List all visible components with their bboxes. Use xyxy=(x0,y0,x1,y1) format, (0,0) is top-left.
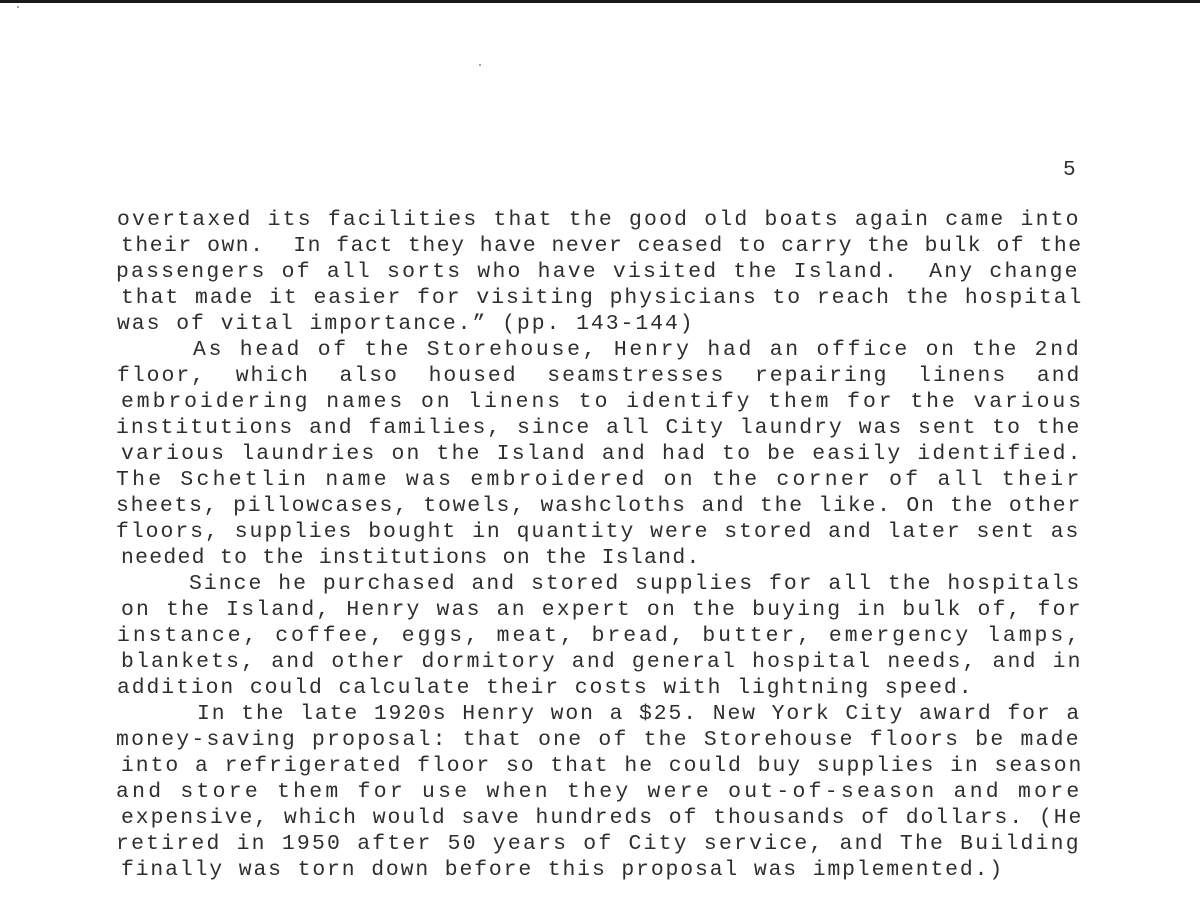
text-line: addition could calculate their costs with lightning speed. xyxy=(117,676,974,700)
text-line: needed to the institutions on the Island. xyxy=(121,546,701,570)
paragraph-first-line: As head of the Storehouse, Henry had an office on the 2nd xyxy=(193,338,1082,362)
text-line: various laundries on the Island and had to be easily identified. xyxy=(121,442,1083,466)
text-line: money-saving proposal: that one of the Storehouse floors be made xyxy=(116,728,1081,752)
text-line: instance, coffee, eggs, meat, bread, butter, emergency lamps, xyxy=(117,624,1082,648)
page-number: 5 xyxy=(1063,159,1076,182)
page-top-edge xyxy=(0,0,1200,3)
text-line: expensive, which would save hundreds of thousands of dollars. (He xyxy=(121,806,1084,830)
scan-speck xyxy=(479,64,481,66)
text-line: finally was torn down before this proposal was implemented.) xyxy=(121,858,1005,882)
text-line: floor, which also housed seamstresses repairing linens and xyxy=(117,364,1082,388)
text-line: on the Island, Henry was an expert on the buying in bulk of, for xyxy=(121,598,1083,622)
text-line: sheets, pillowcases, towels, washcloths and the like. On the other xyxy=(116,494,1083,518)
text-line: overtaxed its facilities that the good old boats again came into xyxy=(117,208,1081,232)
paragraph-first-line: In the late 1920s Henry won a $25. New York City award for a xyxy=(197,702,1082,726)
text-line: blankets, and other dormitory and general hospital needs, and in xyxy=(121,650,1083,674)
text-line: passengers of all sorts who have visited the Island. Any change xyxy=(116,260,1080,284)
text-line: that made it easier for visiting physicians to reach the hospital xyxy=(121,286,1084,310)
text-line: their own. In fact they have never ceased to carry the bulk of the xyxy=(121,234,1083,258)
text-line: retired in 1950 after 50 years of City service, and The Building xyxy=(116,832,1081,856)
text-line: into a refrigerated floor so that he could buy supplies in season xyxy=(121,754,1084,778)
scan-speck xyxy=(17,6,19,8)
text-line: The Schetlin name was embroidered on the corner of all their xyxy=(116,468,1083,492)
paragraph-first-line: Since he purchased and stored supplies for all the hospitals xyxy=(189,572,1082,596)
text-line: institutions and families, since all City laundry was sent to the xyxy=(116,416,1082,440)
text-line: was of vital importance.” (pp. 143-144) xyxy=(117,312,695,336)
text-line: floors, supplies bought in quantity were stored and later sent as xyxy=(116,520,1081,544)
text-line: and store them for use when they were out-of-season and more xyxy=(116,780,1083,804)
text-line: embroidering names on linens to identify them for the various xyxy=(121,390,1084,414)
